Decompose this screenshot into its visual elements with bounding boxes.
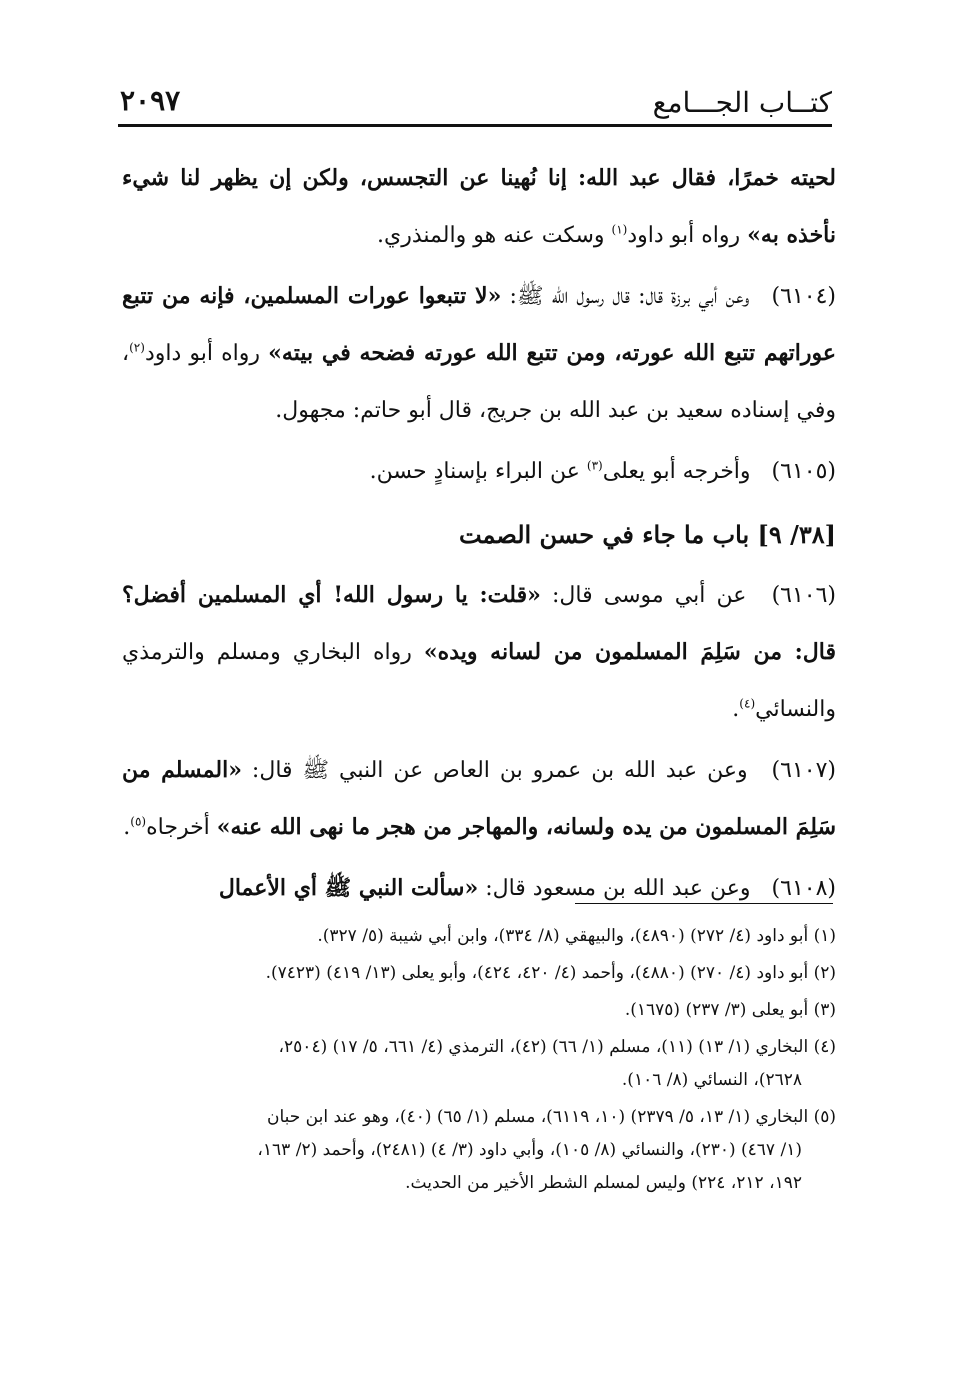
hadith-text: «لا تتبعوا عورات المسلمين، فإنه من تتبع عوراتهم تتبع الله عورته، ومن تتبع الله عورته فضحه في بيته» (122, 283, 836, 366)
narration-text: رواه البخاري ومسلم والترمذي والنسائي (122, 640, 836, 722)
footnote-line: (٥) البخاري (١/ ١٣، ٥/ ٢٣٧٩) (١٠، ٦١١٩)، مسلم (١/ ٦٥) (٤٠)، وهو عند ابن حبان (266, 1107, 836, 1127)
hadith-6108 (122, 860, 836, 917)
narration-text: عن البراء بإسنادٍ حسن. (369, 459, 587, 484)
narration-text: . (123, 815, 131, 840)
continued-hadith (122, 150, 836, 264)
hadith-number: (٦١٠٤) (771, 284, 836, 309)
hadith-number: (٦١٠٧) (771, 758, 836, 783)
footnote-ref: (٤) (739, 696, 756, 711)
book-title: كتــاب الجـــامع (652, 86, 832, 119)
hadith-number: (٦١٠٥) (771, 459, 836, 484)
hadith-number: (٦١٠٦) (771, 583, 837, 608)
footnote-line: ١٩٢، ٢١٢، ٢٢٤) وليس لمسلم الشطر الأخير من الحديث. (405, 1173, 802, 1193)
page-number: ٢٠٩٧ (120, 84, 181, 117)
main-text (122, 150, 836, 917)
hadith-6105 (122, 443, 836, 500)
hadith-6107 (122, 742, 836, 856)
narration-text: وأخرجه أبو يعلى (602, 459, 751, 484)
hadith-6104 (122, 268, 836, 439)
footnote-ref: (٣) (586, 458, 603, 473)
hadith-number: (٦١٠٨) (771, 876, 836, 901)
footnote-line: (١/ ٤٦٧) (٢٣٠)، والنسائي (٨/ ١٠٥)، وأبي داود (٣/ ٤) (٢٤٨١)، وأحمد (٢/ ١٦٣، (257, 1140, 802, 1160)
hadith-text: «قلت: يا رسول الله! أي المسلمين أفضل؟ قال: من سَلِمَ المسلمون من لسانه ويده» (122, 582, 837, 665)
narration-text: وعن عبد الله بن مسعود قال: (478, 876, 751, 901)
footnote-3: (٣) أبو يعلى (٣/ ٢٣٧) (١٦٧٥). (624, 1000, 836, 1020)
chapter-heading: [٣٨/ ٩] باب ما جاء في حسن الصمت (458, 520, 836, 549)
footnote-ref: (١) (611, 222, 628, 237)
hadith-6106 (122, 567, 836, 738)
narration-text: أخرجاه (146, 815, 217, 840)
page-header (120, 78, 832, 126)
hadith-text: «سألت النبي ﷺ أي الأعمال (218, 875, 479, 901)
footnote-line: ٢٦٢٨)، النسائي (٨/ ١٠٦). (621, 1070, 802, 1090)
footnote-ref: (٢) (129, 340, 145, 355)
footnotes (122, 920, 836, 1204)
footnote-2: (٢) أبو داود (٤/ ٢٧٠) (٤٨٨٠)، وأحمد (٤/ ٤٢٠، ٤٢٤)، وأبو يعلى (١٣/ ٤١٩) (٧٤٢٣). (265, 963, 836, 983)
footnote-1: (١) أبو داود (٤/ ٢٧٢) (٤٨٩٠)، والبيهقي (٨/ ٣٣٤)، وابن أبي شيبة (٥/ ٣٢٧). (317, 926, 836, 946)
header-rule (118, 124, 832, 127)
footnote-line: (٤) البخاري (١/ ١٣) (١١)، مسلم (١/ ٦٦) (٤٢)، الترمذي (٤/ ٦٦١، ٥/ ١٧) (٢٥٠٤، (278, 1037, 836, 1057)
hadith-text: لحيته خمرًا، فقال عبد الله: إنا نُهينا عن التجسس، ولكن إن يظهر لنا شيء نأخذه به» (122, 165, 836, 248)
narration-text: وعن أبي برزة قال: قال رسول الله ﷺ: (501, 284, 750, 309)
hadith-text: «المسلم من سَلِمَ المسلمون من يده ولسانه، والمهاجر من هجر ما نهى الله عنه» (122, 757, 836, 840)
narration-text: وعن عبد الله بن عمرو بن العاص عن النبي ﷺ قال: (241, 758, 748, 783)
narration-text: رواه أبو داود (627, 223, 741, 248)
narration-text: ، وفي إسناده سعيد بن عبد الله بن جريج، قال أبو حاتم: مجهول. (122, 341, 836, 423)
narration-text: عن أبي موسى قال: (540, 583, 747, 608)
footnote-ref: (٥) (130, 814, 147, 829)
narration-text: رواه أبو داود (144, 341, 269, 366)
narration-text: . (732, 697, 740, 722)
footnote-separator (575, 903, 833, 904)
footnote-4 (122, 1031, 836, 1097)
narration-text: وسكت عنه هو والمنذري. (377, 223, 612, 248)
footnote-5 (122, 1101, 836, 1200)
